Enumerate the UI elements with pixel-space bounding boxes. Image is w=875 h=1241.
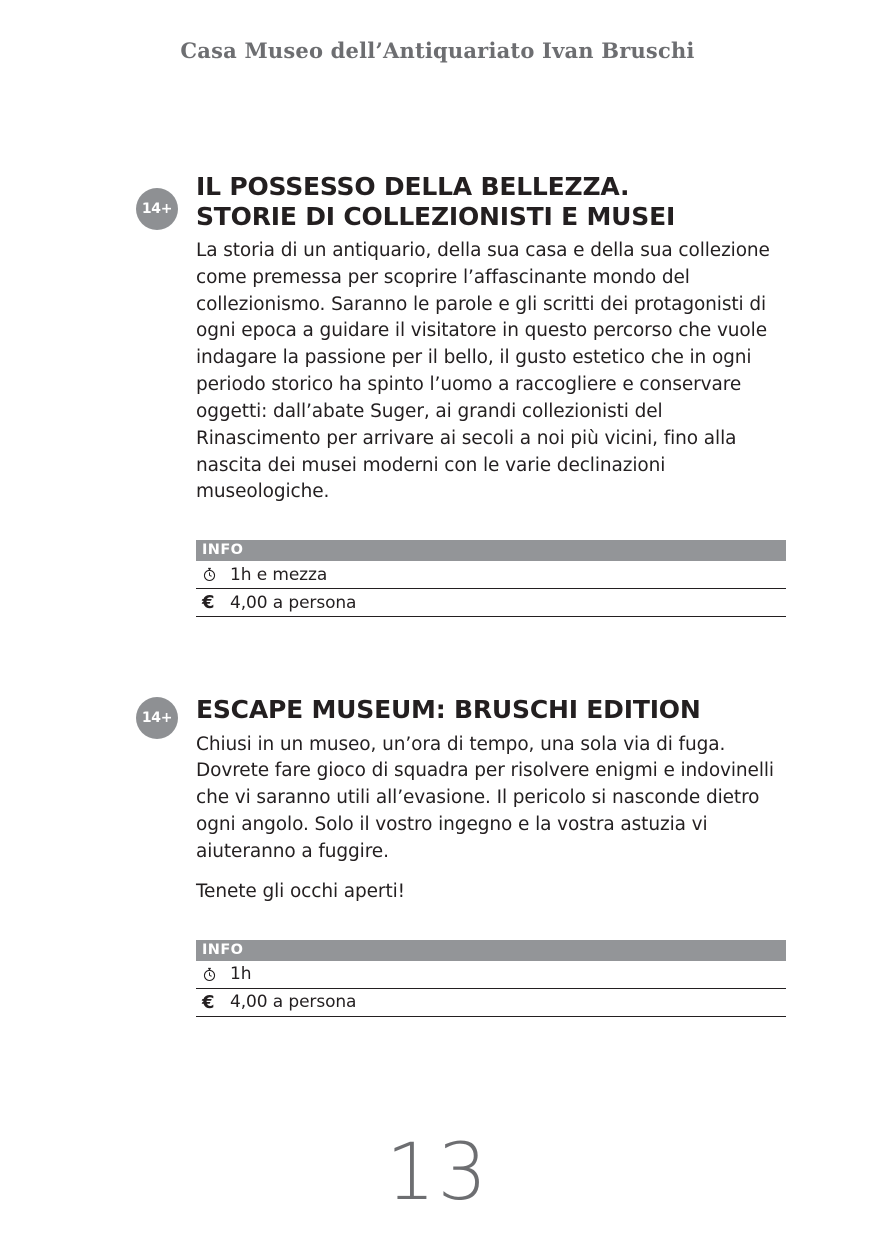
euro-icon: € (202, 991, 215, 1013)
age-badge: 14+ (136, 188, 178, 230)
info-duration-value: 1h e mezza (230, 564, 328, 585)
info-block (196, 940, 786, 1017)
info-price-value: 4,00 a persona (230, 992, 357, 1012)
entry-title-line-1: ESCAPE MUSEUM: BRUSCHI EDITION (196, 695, 701, 725)
program-entry (141, 172, 786, 617)
info-row-price (196, 589, 786, 617)
page-number: 13 (385, 1128, 490, 1218)
entry-title (196, 695, 786, 725)
entry-paragraph: Chiusi in un museo, un’ora di tempo, una sola via di fuga. Dovrete fare gioco di squadra per risolvere enigmi e indovinelli che vi saranno utili all’evasione. Il pericolo si nasconde dietro ogni angolo. Solo il vostro ingegno e la vostra astuzia vi aiuteranno a fuggire. (196, 733, 774, 862)
entry-title-line-1: IL POSSESSO DELLA BELLEZZA. (196, 172, 630, 201)
entry-body (196, 732, 786, 906)
euro-icon: € (202, 592, 215, 614)
entry-title (196, 172, 786, 231)
program-entry (141, 695, 786, 1016)
age-badge: 14+ (136, 697, 178, 739)
info-row-duration (196, 961, 786, 989)
clock-icon (196, 567, 230, 582)
info-price-value: 4,00 a persona (230, 592, 357, 613)
running-head: Casa Museo dell’Antiquariato Ivan Bruschi (180, 38, 695, 63)
content-column (141, 172, 786, 1073)
entry-paragraph: Tenete gli occhi aperti! (196, 880, 405, 902)
info-row-duration (196, 561, 786, 589)
entry-body (196, 238, 786, 506)
info-block (196, 540, 786, 617)
entry-title-line-2: STORIE DI COLLEZIONISTI E MUSEI (196, 201, 676, 231)
clock-icon (196, 967, 230, 982)
info-header: INFO (196, 940, 786, 961)
info-row-price (196, 989, 786, 1017)
info-header: INFO (196, 540, 786, 561)
info-duration-value: 1h (230, 964, 252, 984)
entry-paragraph: La storia di un antiquario, della sua casa e della sua collezione come premessa per scoprire l’affascinante mondo del collezionismo. Saranno le parole e gli scritti dei protagonisti di ogni epoca a guidare il visitatore in questo percorso che vuole indagare la passione per il bello, il gusto estetico che in ogni periodo storico ha spinto l’uomo a raccogliere e conservare oggetti: dall’abate Suger, ai grandi collezionisti del Rinascimento per arrivare ai secoli a noi più vicini, fino alla nascita dei musei moderni con le varie declinazioni museologiche. (196, 240, 770, 503)
